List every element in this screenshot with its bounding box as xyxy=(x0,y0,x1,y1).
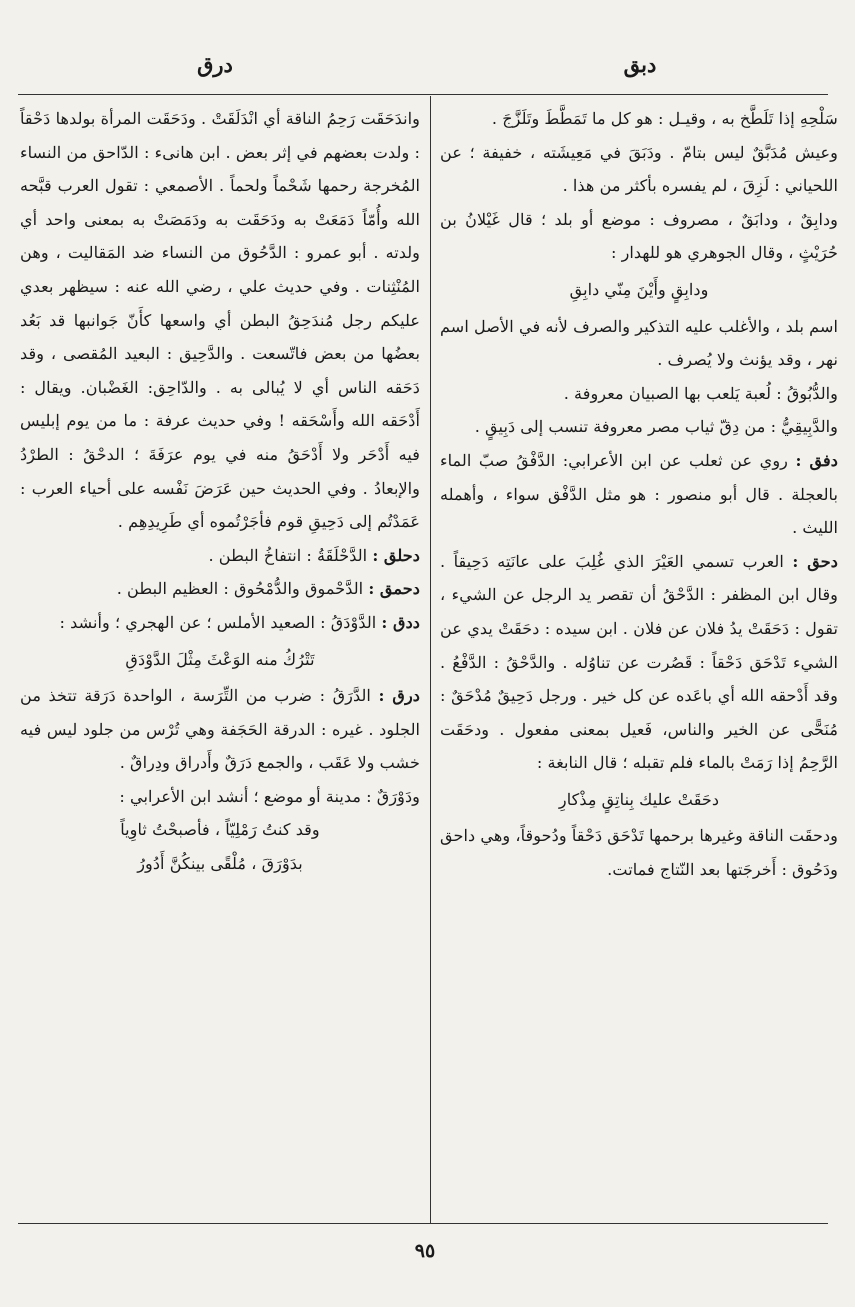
dictionary-entry xyxy=(440,444,838,545)
top-rule xyxy=(18,94,828,95)
dictionary-entry xyxy=(440,545,838,780)
paragraph: سَلْحِهِ إذا تَلَطَّخ به ، وقيـل : هو كل ما تَمَطَّطَ وتَلَزَّجَ . xyxy=(491,109,838,128)
paragraph: اسم بلد ، والأغلب عليه التذكير والصرف لأنه في الأصل اسم نهر ، وقد يؤنث ولا يُصرف . xyxy=(440,316,838,370)
entry-text: الدَّحْلَقَةُ : انتفاخُ البطن . xyxy=(208,545,373,565)
verse-line: دحَقَتْ عليك بِناتِقٍ مِذْكارِ xyxy=(558,789,720,809)
left-column xyxy=(20,102,420,881)
bottom-rule xyxy=(18,1223,828,1224)
paragraph: واندَحَقَت رَحِمُ الناقة أي انْدَلَقَتْ . ودَحَقَت المرأة بولدها دَحْقاً : ولدت بعضهم في إثر بعض . ابن هانىء : الدّاحق من النساء المُخرجة رحمها شَحْماً ولحماً . الأصمعي : تقول العرب قبَّحه الله وأُمّاً دَمَعَتْ به ودَحَقَت به ودَمَصَتْ به بمعنى واحد أي ولدته . أبو عمرو : الدَّحُوق من النساء ضد المَقاليت ، وهن المُنْثِنات . وفي حديث علي ، رضي الله عنه : سيظهر بعدي عليكم رجل مُندَحِقُ البطن أي واسعها كأَنّ جَوانبها قد بَعُد بعضُها من بعض فاتّسعت . والدَّحِيق : البعيد المُقصى ، وقد دَحَقه الناس أي لا يُبالى به . والدّاحِق: الغَضْبان. ويقال : أَدْحَقه الله وأَسْحَقه ! وفي حديث عرفة : ما من يوم إبليس فيه أَدْحَر ولا أَدْحَقُ منه في يوم عرَفَةَ ؛ الدحْقُ : الطرْدُ والإبعادُ . وفي الحديث حين عَرَضَ نَفْسه على أحياء العرب : عَمَدْتُم إلى دَحِيقِ قوم فأجَرْتُموه أي طَرِيدِهِم . xyxy=(20,109,420,532)
dictionary-entry xyxy=(20,572,420,606)
running-header-left: درق xyxy=(197,52,233,77)
paragraph: وعيش مُدَبَّقٌ ليس بتامّ . ودَبَقَ في مَعِيشَته ، خفيفة ؛ عن اللحياني : لَزِقَ ، لم يفسره بأكثر من هذا . xyxy=(440,142,838,196)
paragraph: والدُّبُوقُ : لُعبة يَلعب بها الصبيان معروفة . xyxy=(563,383,838,403)
paragraph: والدَّبِيقِيُّ : من دِقّ ثياب مصر معروفة تنسب إلى دَبِيقٍ . xyxy=(474,417,838,437)
entry-headword: دحمق : xyxy=(368,579,420,599)
entry-text: الدَّحْموق والدُّمْحُوق : العظيم البطن . xyxy=(116,579,369,599)
dictionary-entry xyxy=(20,606,420,640)
entry-text: روي عن ثعلب عن ابن الأعرابي: الدَّفْقُ صبّ الماء بالعجلة . قال أبو منصور : هو مثل الدَّفْق سواء ، وأهمله الليث . xyxy=(440,450,838,538)
dictionary-entry xyxy=(20,539,420,573)
entry-text: العرب تسمي العَيْرَ الذي غُلِبَ على عانَتِه دَحِيقاً . وقال ابن المظفر : الدَّحْقُ أن تقصر يد الرجل عن الشيء ، تقول : دَحَقَتْ يدُ فلان عن فلان . ابن سيده : دحَقَتْ يدي عن الشيء تَدْحَق دَحْقاً : قَصُرت عن تناوُله . والدَّحْقُ : الدَّفْعُ . وقد أَدْحقه الله أي باعَده عن كل خير . ورجل دَحِيقٌ مُدْحَقٌ : مُنَحًّى عن الخير والناس، فَعيل بمعنى مفعول . ودحَقَت الرَّحِمُ إذا رَمَتْ بالماء فلم تقبله ؛ قال النابغة : xyxy=(440,551,838,773)
entry-headword: دحلق : xyxy=(372,545,420,565)
entry-headword: درق : xyxy=(378,686,420,706)
verse-line: وقد كنتُ رَمْلِيّاً ، فأصبحْتُ ثاوِياً xyxy=(120,820,320,840)
entry-headword: دفق : xyxy=(795,450,838,470)
dictionary-entry xyxy=(20,679,420,780)
column-divider xyxy=(430,96,431,1224)
entry-headword: ددق : xyxy=(381,612,420,632)
running-header-right: دبق xyxy=(623,52,657,77)
verse-line: بدَوْرَقَ ، مُلْقًى بينكُنَّ أَدُورُ xyxy=(137,854,303,874)
paragraph: ودَوْرَقٌ : مدينة أو موضع ؛ أنشد ابن الأعرابي : xyxy=(119,786,420,806)
entry-text: الدَّوْدَقُ : الصعيد الأملس ؛ عن الهجري ؛ وأنشد : xyxy=(59,612,382,632)
entry-headword: دحق : xyxy=(792,551,838,571)
page-number: ٩٥ xyxy=(414,1240,436,1262)
entry-text: الدَّرَقُ : ضرب من التِّرَسة ، الواحدة دَرَقة تتخذ من الجلود . غيره : الدرقة الحَجَفة وهي تُرْس من جلود ليس فيه خشب ولا عَقَب ، والجمع دَرَقٌ وأَدراق ودِراقٌ . xyxy=(20,686,420,773)
paragraph: ودحقَت الناقة وغيرها برحمها تَدْحَق دَحْقاً ودُحوقاً، وهي داحق ودَحُوق : أَخرجَتها بعد النّتاج فماتت. xyxy=(440,826,838,880)
paragraph: ودابِقٌ ، ودابَقٌ ، مصروف : موضع أو بلد ؛ قال غَيْلانُ بن حُرَيْثٍ ، وقال الجوهري هو للهدار : xyxy=(440,209,838,263)
verse-line: تَتْرُكُ منه الوَعْثَ مِثْلَ الدَّوْدَقِ xyxy=(125,649,315,669)
right-column xyxy=(440,102,838,887)
verse-line: ودابِقٍ وأَيْنَ مِنّي دابِقِ xyxy=(569,279,709,299)
